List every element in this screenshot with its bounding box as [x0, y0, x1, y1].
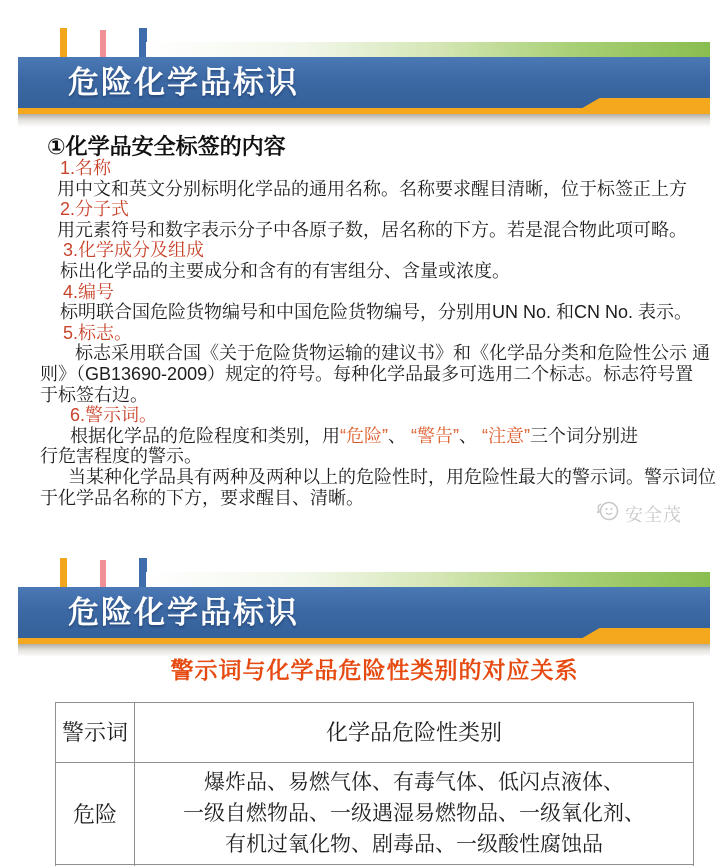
warning-words-table — [55, 702, 694, 866]
smiley-face-icon — [596, 500, 620, 527]
slide-title: 危险化学品标识 — [68, 65, 299, 100]
content-heading: ①化学品安全标签的内容 — [47, 134, 286, 159]
header-hazard-category: 化学品危险性类别 — [135, 703, 694, 763]
content-text-block: 1.名称 用中文和英文分别标明化学品的通用名称。名称要求醒目清晰，位于标签正上方 2.分子式 用元素符号和数字表示分子中各原子数，居名称的下方。若是混合物此项可略。 3.化学成分及组成 标出化学品的主要成分和含有的有害组分、含量或浓度。 4.编号 标明联合国危险货物编号和中国危险货物编号，分别用UN No. 和CN No. 表示。 5.标志。 标志采用联合国《关于危险货物运输的建议书》和《化学品分类和危险性公示 通 则》（GB13690-2009）规定的符号。每种化学品最多可选用二个标志。标志符号置 于标签右边。 6.警示词。 根据化学品的危险程度和类别，用“危险”、 “警告”、 “注意”三个词分别进 行危害程度的警示。 当某种化学品具有两种及两种以上的危险性时，用危险性最大的警示词。警示词位 于化学品名称的下方，要求醒目、清晰。 — [40, 158, 716, 508]
table-title: 警示词与化学品危险性类别的对应关系 — [170, 657, 579, 683]
warning-word-cell: 危险 — [56, 763, 135, 865]
decor-bar-pink — [100, 30, 106, 57]
decor-bar-orange — [60, 558, 67, 587]
brand-watermark — [596, 500, 682, 527]
table-header-row — [56, 703, 694, 763]
brand-name: 安全茂 — [625, 504, 682, 525]
slide-2 — [0, 530, 728, 866]
hazard-categories-cell: 爆炸品、易燃气体、有毒气体、低闪点液体、 一级自燃物品、一级遇湿易燃物品、一级氧化剂、 有机过氧化物、剧毒品、一级酸性腐蚀品 — [135, 763, 694, 865]
table-row — [56, 763, 694, 865]
decor-bar-orange — [60, 28, 67, 57]
decor-bar-pink — [100, 560, 106, 587]
header-warning-word: 警示词 — [56, 703, 135, 763]
decor-green-strip — [146, 42, 710, 57]
banner-shadow — [18, 114, 710, 127]
decor-green-strip — [146, 572, 710, 587]
slide-title: 危险化学品标识 — [68, 595, 299, 630]
